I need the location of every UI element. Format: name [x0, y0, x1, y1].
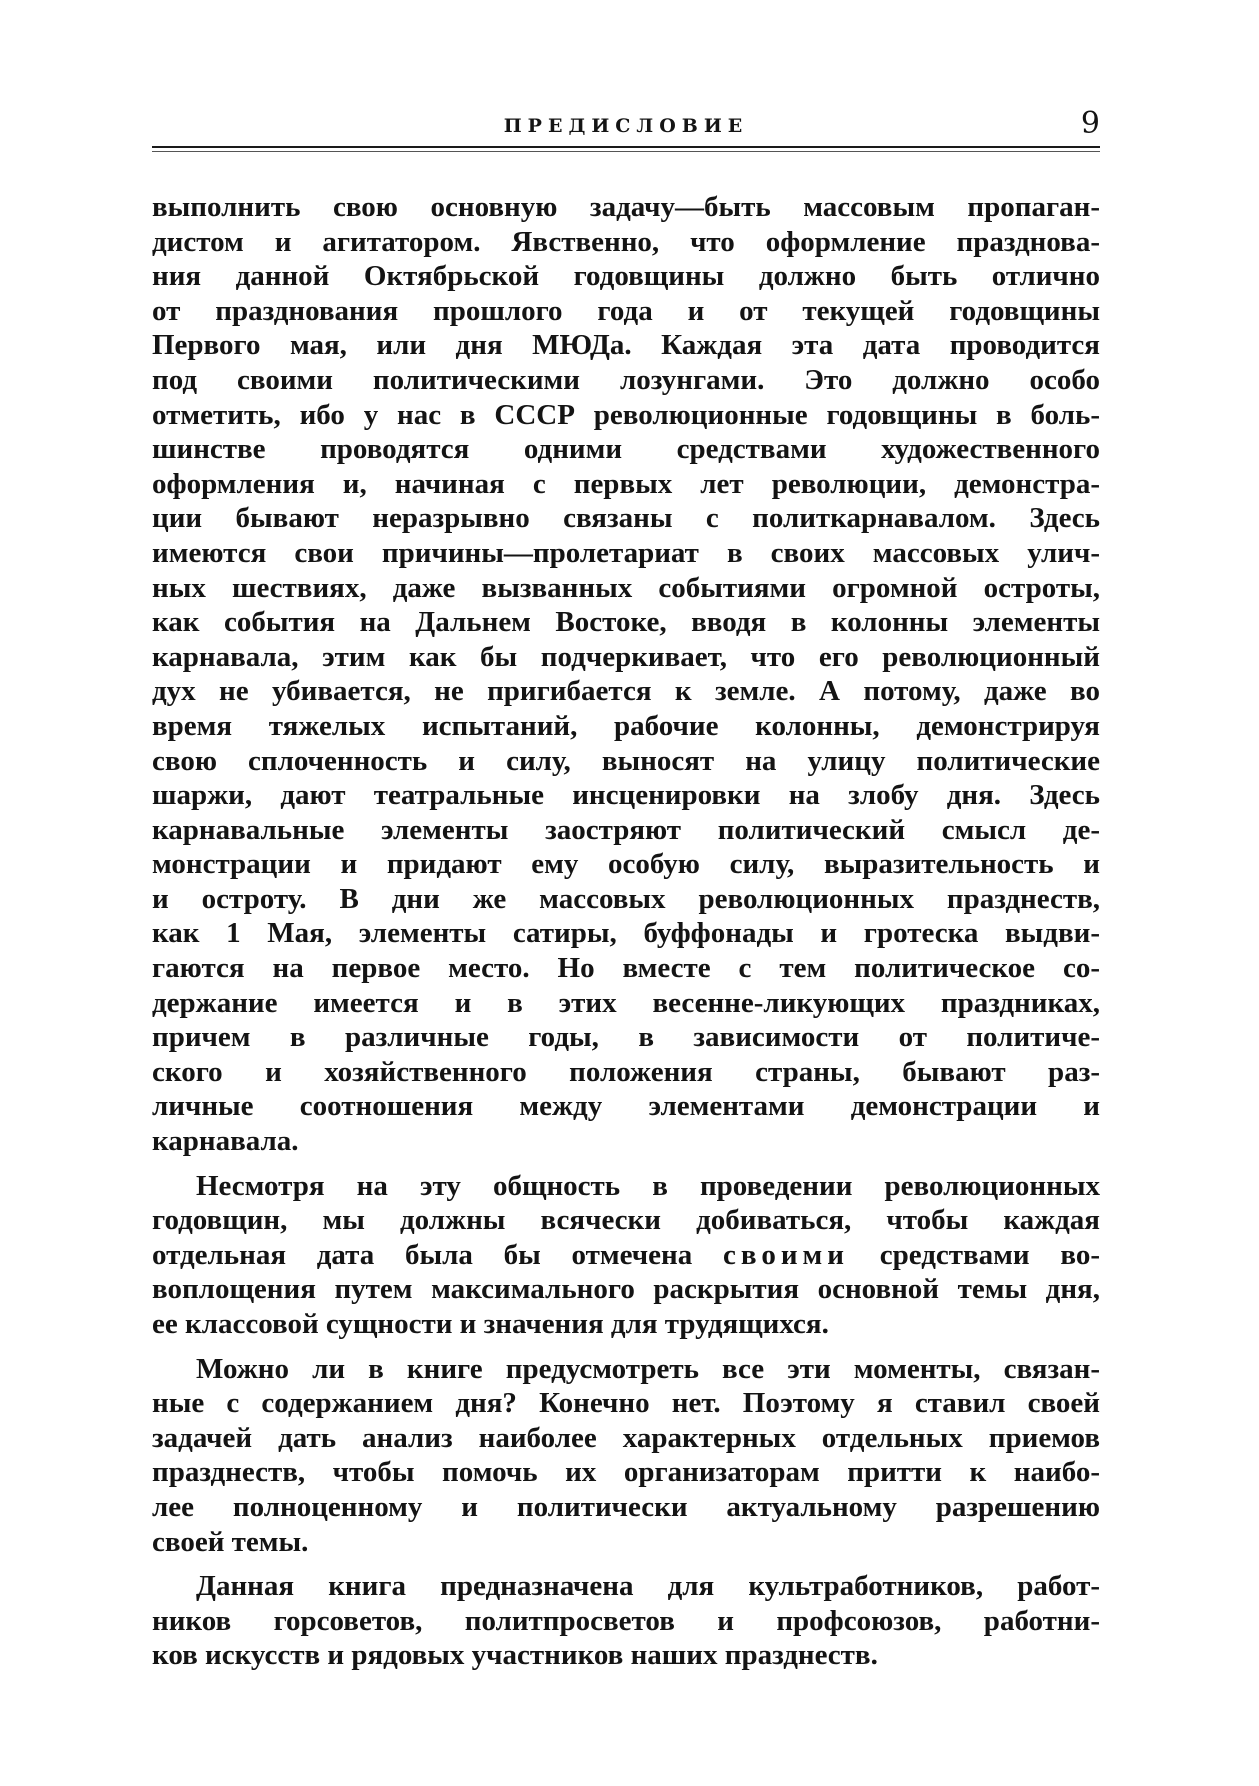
paragraph-gap — [152, 1559, 1100, 1569]
text-line: ков искусств и рядовых участников наших празднеств. — [152, 1639, 878, 1672]
text-line: Данная книга предназначена для культработников, работ- — [196, 1570, 1100, 1603]
text-line: причем в различные годы, в зависимости от политиче- — [152, 1021, 1100, 1054]
text-line: держание имеется и в этих весенне-ликующих праздниках, — [152, 986, 1100, 1019]
text-line: шинстве проводятся одними средствами художественного — [152, 433, 1100, 466]
text-line: выполнить свою основную задачу—быть массовым пропаган- — [152, 191, 1100, 223]
text-line: задачей дать анализ наиболее характерных отдельных приемов — [152, 1421, 1100, 1454]
paragraph-1 — [152, 190, 1100, 1159]
text-line: ции бывают неразрывно связаны с политкарнавалом. Здесь — [152, 502, 1100, 535]
text-line: годовщин, мы должны всячески добиваться, чтобы каждая — [152, 1204, 1100, 1237]
body-text — [152, 190, 1100, 1673]
text-line: карнавала, этим как бы подчеркивает, что его революционный — [152, 640, 1100, 673]
text-line: монстрации и придают ему особую силу, выразительность и — [152, 848, 1100, 881]
text-line: карнавала. — [152, 1125, 299, 1158]
text-line: ского и хозяйственного положения страны, бывают раз- — [152, 1055, 1100, 1088]
text-line: лее полноценному и политически актуальному разрешению — [152, 1490, 1100, 1523]
emphasized-word: своими — [722, 1238, 849, 1271]
paragraph-4 — [152, 1569, 1100, 1673]
text-line: Несмотря на эту общность в проведении революционных — [196, 1169, 1100, 1202]
text-line: как события на Дальнем Востоке, вводя в колонны элементы — [152, 606, 1100, 639]
text-line: личные соотношения между элементами демонстрации и — [152, 1090, 1100, 1123]
text-line: шаржи, дают театральные инсценировки на злобу дня. Здесь — [152, 779, 1100, 812]
text-line: Первого мая, или дня МЮДа. Каждая эта дата проводится — [152, 329, 1100, 362]
page-number: 9 — [1080, 106, 1100, 141]
line-tail: средствами во- — [879, 1238, 1100, 1271]
text-line: отметить, ибо у нас в СССР революционные годовщины в боль- — [152, 398, 1100, 431]
text-line: оформления и, начиная с первых лет революции, демонстра- — [152, 467, 1100, 500]
paragraph-2 — [152, 1169, 1100, 1342]
paragraph-3 — [152, 1352, 1100, 1560]
text-line: Можно ли в книге предусмотреть все эти моменты, связан- — [196, 1352, 1100, 1385]
header-rule-thin — [152, 151, 1100, 152]
paragraph-gap — [152, 1159, 1100, 1169]
text-line: дистом и агитатором. Явственно, что оформление празднова- — [152, 225, 1100, 258]
text-line: ных шествиях, даже вызванных событиями огромной остроты, — [152, 571, 1100, 604]
text-line: дух не убивается, не пригибается к земле. А потому, даже во — [152, 675, 1100, 708]
text-line: празднеств, чтобы помочь их организаторам притти к наибо- — [152, 1456, 1100, 1489]
text-line: ния данной Октябрьской годовщины должно быть отлично — [152, 260, 1100, 293]
text-line: имеются свои причины—пролетариат в своих массовых улич- — [152, 536, 1100, 569]
text-line: и остроту. В дни же массовых революционных празднеств, — [152, 882, 1100, 915]
text-line: ников горсоветов, политпросветов и профсоюзов, работни- — [152, 1604, 1100, 1637]
running-title: ПРЕДИСЛОВИЕ — [503, 115, 749, 137]
paragraph-gap — [152, 1342, 1100, 1352]
text-line: карнавальные элементы заостряют политический смысл де- — [152, 813, 1100, 846]
line-text: отдельная дата была бы отмечена — [152, 1238, 693, 1271]
text-line: ные с содержанием дня? Конечно нет. Поэтому я ставил своей — [152, 1387, 1100, 1420]
text-line-with-emphasis — [152, 1238, 1100, 1273]
text-line: воплощения путем максимального раскрытия основной темы дня, — [152, 1273, 1100, 1306]
text-line: ее классовой сущности и значения для трудящихся. — [152, 1308, 829, 1340]
text-line: гаются на первое место. Но вместе с тем политическое со- — [152, 952, 1100, 985]
text-line: свою сплоченность и силу, выносят на улицу политические — [152, 744, 1100, 777]
header-rule — [152, 146, 1100, 148]
text-line: своей темы. — [152, 1525, 309, 1558]
text-line: как 1 Мая, элементы сатиры, буффонады и гротеска выдви- — [152, 917, 1100, 950]
text-line: время тяжелых испытаний, рабочие колонны, демонстрируя — [152, 709, 1100, 742]
text-line: под своими политическими лозунгами. Это должно особо — [152, 363, 1100, 396]
text-line: от празднования прошлого года и от текущей годовщины — [152, 294, 1100, 327]
